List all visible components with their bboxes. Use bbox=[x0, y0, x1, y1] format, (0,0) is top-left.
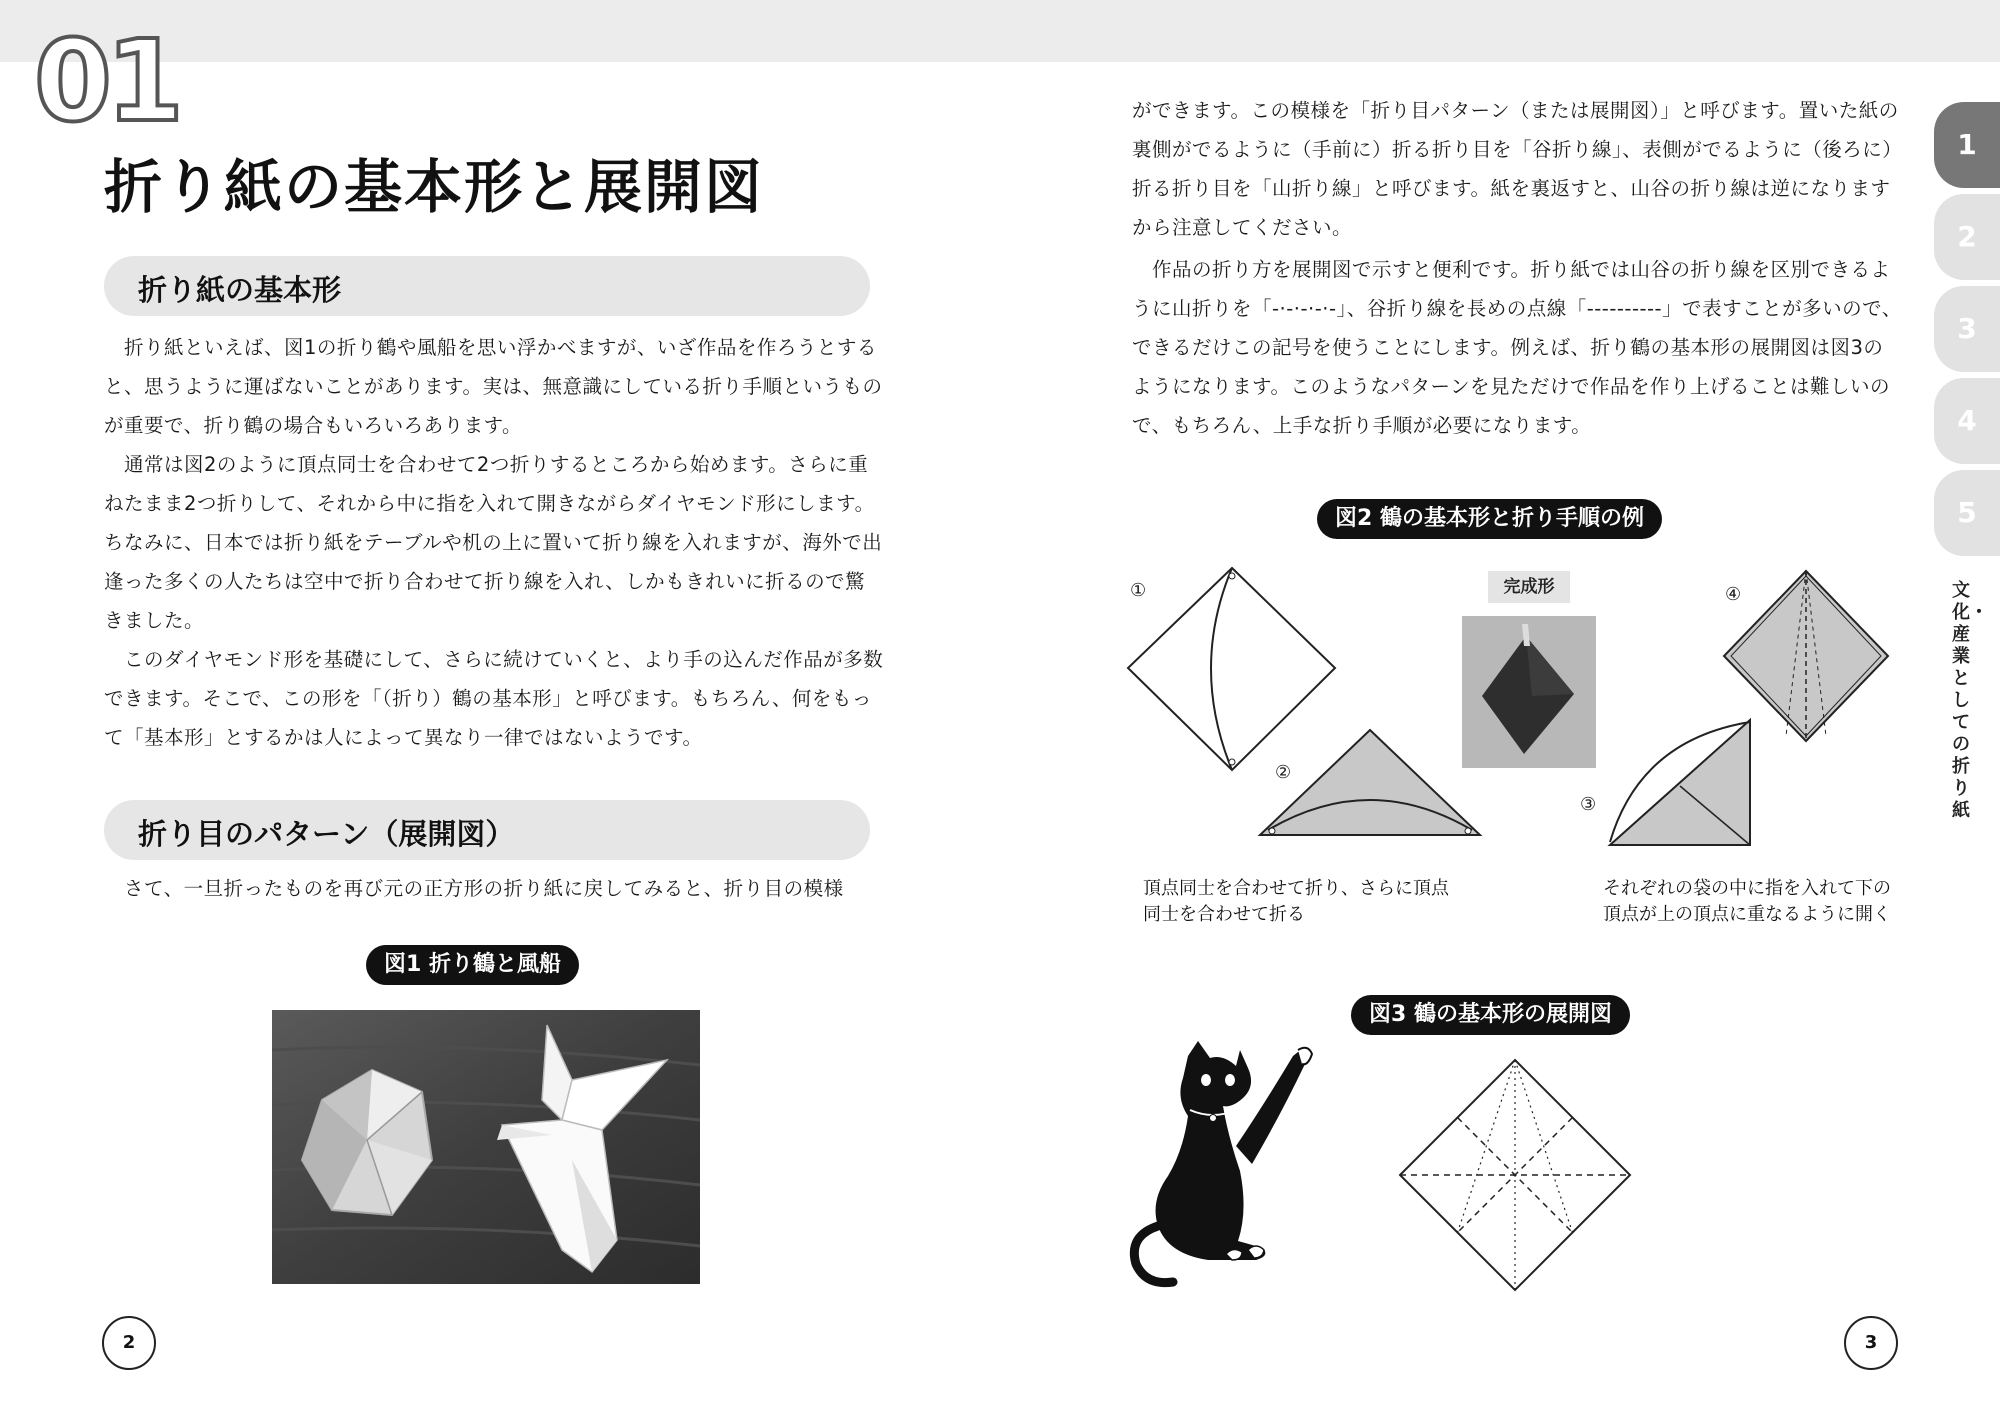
paragraph-1: 折り紙といえば、図1の折り鶴や風船を思い浮かべますが、いざ作品を作ろうとすると、思うように運ばないことがあります。実は、無意識にしている折り手順というものが重要で、折り鶴の場合もいろいろあります。 bbox=[104, 336, 883, 437]
paragraph-3: このダイヤモンド形を基礎にして、さらに続けていくと、より手の込んだ作品が多数できます。そこで、この形を「（折り）鶴の基本形」と呼びます。もちろん、何をもって「基本形」とするかは人によって異なり一律ではないようです。 bbox=[104, 648, 884, 749]
paragraph-2: 通常は図2のように頂点同士を合わせて2つ折りするところから始めます。さらに重ねたまま2つ折りして、それから中に指を入れて開きながらダイヤモンド形にします。ちなみに、日本では折り紙をテーブルや机の上に置いて折り線を入れますが、海外で出逢った多くの人たちは空中で折り合わせて折り線を入れ、しかもきれいに折るので驚きました。 bbox=[104, 453, 883, 632]
section-heading-text: 折り紙の基本形 bbox=[138, 273, 342, 307]
figure-2-caption-left: 頂点同士を合わせて折り、さらに頂点 同士を合わせて折る bbox=[1143, 878, 1449, 925]
finished-form-photo bbox=[1462, 616, 1596, 768]
cat-icon bbox=[1128, 1036, 1328, 1290]
side-chapter-title: 文化・産業としての折り紙 bbox=[1952, 580, 1988, 821]
paragraph-5: ができます。この模様を「折り目パターン（または展開図）」と呼びます。置いた紙の裏側がでるように（手前に）折る折り目を「谷折り線」、表側がでるように（後ろに）折る折り目を「山折り線」と呼びます。紙を裏返すと、山谷の折り線は逆になりますから注意してください。 bbox=[1132, 99, 1899, 239]
step-2-marker: ② bbox=[1275, 762, 1292, 783]
chapter-tab-1[interactable]: 1 bbox=[1934, 102, 2000, 188]
chapter-number: 01 bbox=[34, 17, 178, 147]
paragraph-4: さて、一旦折ったものを再び元の正方形の折り紙に戻してみると、折り目の模様 bbox=[104, 877, 844, 900]
step-4-marker: ④ bbox=[1725, 584, 1742, 605]
figure-1-label: 図1 折り鶴と風船 bbox=[366, 945, 579, 985]
section-heading-text: 折り目のパターン（展開図） bbox=[138, 817, 515, 851]
chapter-tab-3[interactable]: 3 bbox=[1934, 286, 2000, 372]
figure-3-crease-pattern bbox=[1398, 1058, 1632, 1292]
page-number-right: 3 bbox=[1844, 1316, 1898, 1370]
origami-photo bbox=[272, 1010, 700, 1284]
figure-3-label: 図3 鶴の基本形の展開図 bbox=[1351, 995, 1630, 1035]
chapter-tab-2[interactable]: 2 bbox=[1934, 194, 2000, 280]
section-heading-basic-form bbox=[104, 256, 870, 316]
top-band bbox=[0, 0, 2000, 62]
chapter-tab-5[interactable]: 5 bbox=[1934, 470, 2000, 556]
figure-2-caption-right: それぞれの袋の中に指を入れて下の 頂点が上の頂点に重なるように開く bbox=[1603, 878, 1891, 925]
figure-2-label: 図2 鶴の基本形と折り手順の例 bbox=[1317, 499, 1662, 539]
paragraph-6: 作品の折り方を展開図で示すと便利です。折り紙では山谷の折り線を区別できるように山折りを「-·-·-·-·-」、谷折り線を長めの点線「----------」で表すことが多いので、できるだけこの記号を使うことにします。例えば、折り鶴の基本形の展開図は図3のようになります。このようなパターンを見ただけで作品を作り上げることは難しいので、もちろん、上手な折り手順が必要になります。 bbox=[1132, 258, 1902, 437]
chapter-tab-4[interactable]: 4 bbox=[1934, 378, 2000, 464]
step-4-diagram bbox=[1716, 566, 1896, 746]
figure-2-diagram bbox=[1120, 550, 1780, 850]
section-heading-crease-pattern bbox=[104, 800, 870, 860]
crane-base-photo bbox=[1462, 616, 1596, 768]
photo-crane-and-balloon bbox=[272, 1010, 700, 1284]
finished-form-label: 完成形 bbox=[1488, 571, 1570, 603]
page-title: 折り紙の基本形と展開図 bbox=[104, 153, 765, 221]
step-3-marker: ③ bbox=[1580, 794, 1597, 815]
step-1-marker: ① bbox=[1130, 580, 1147, 601]
page-number-left: 2 bbox=[102, 1316, 156, 1370]
